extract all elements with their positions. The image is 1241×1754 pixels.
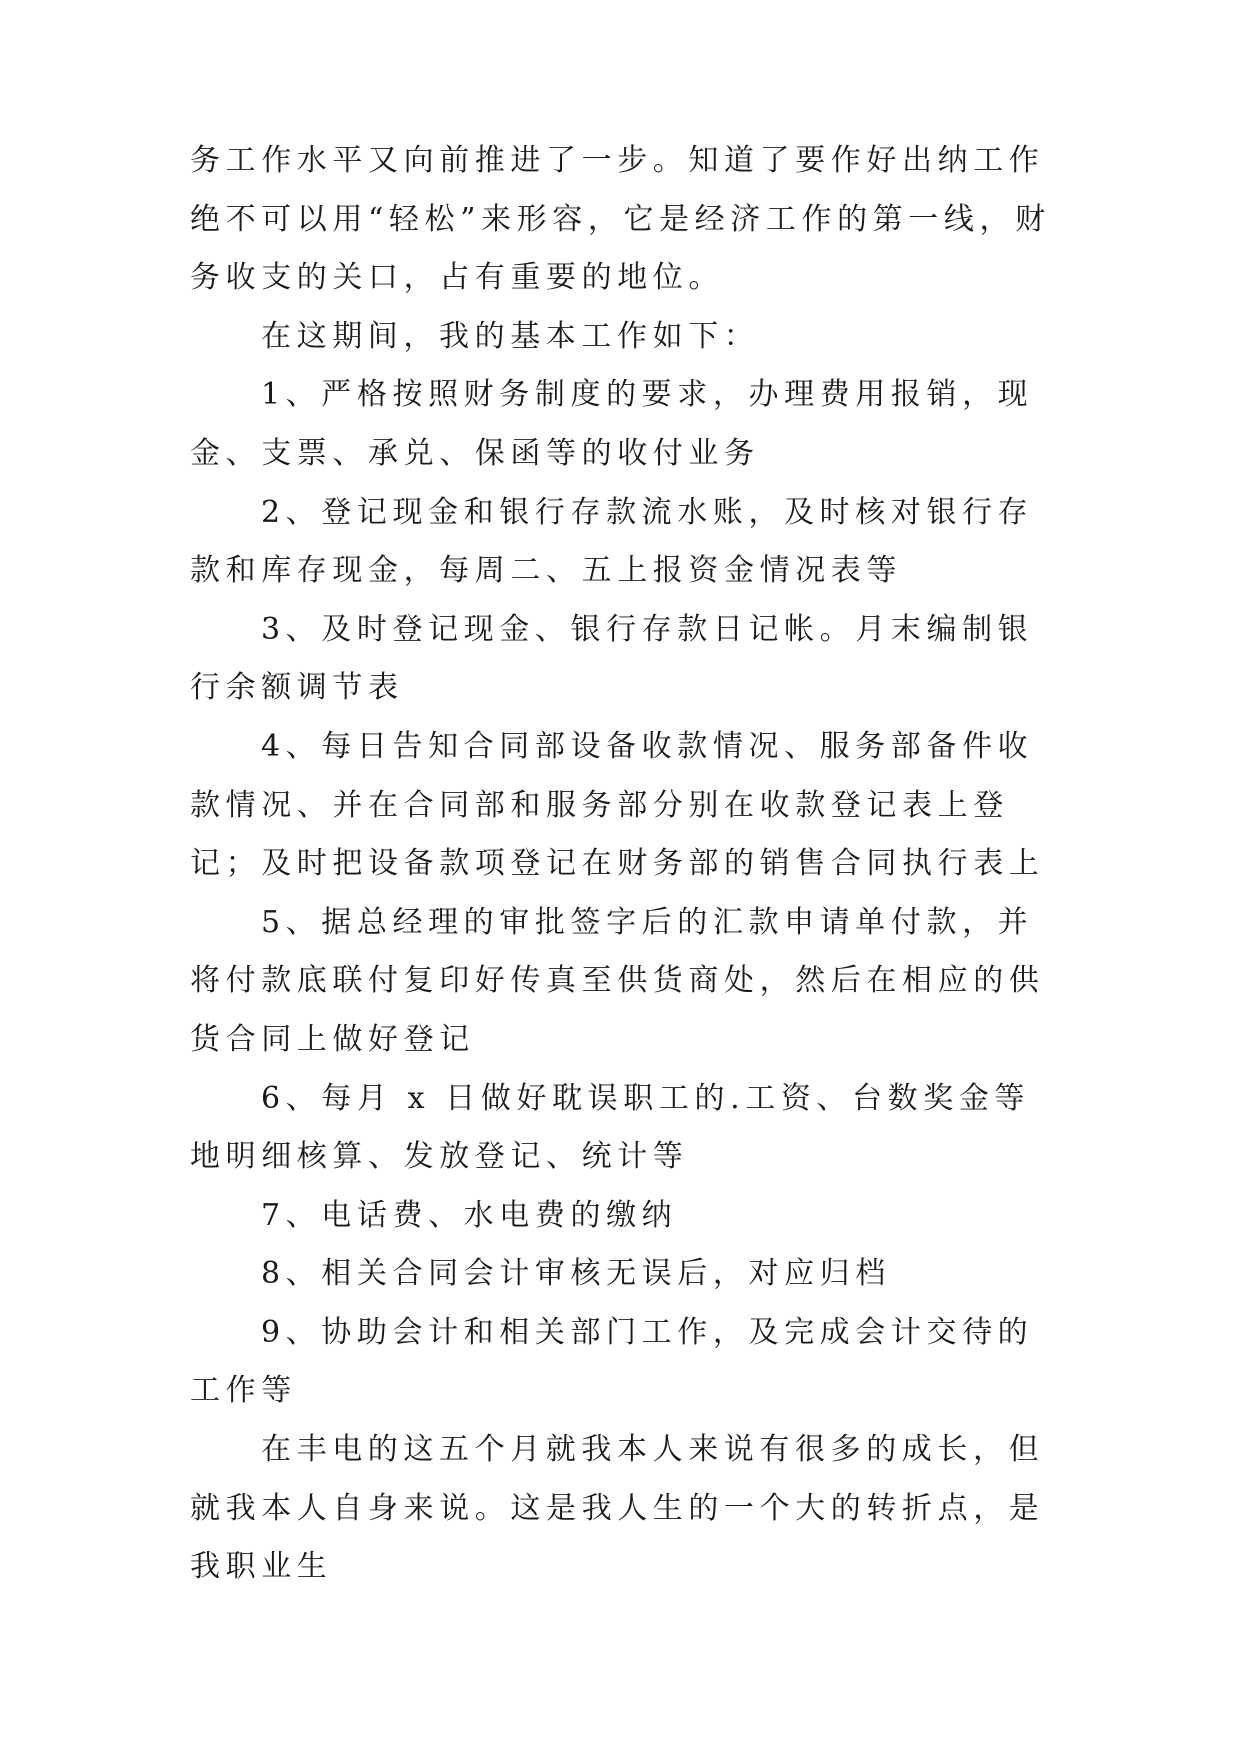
list-item-5: 5、据总经理的审批签字后的汇款申请单付款，并将付款底联付复印好传真至供货商处，然后在相应的供货合同上做好登记 [190, 904, 1045, 1057]
list-item-9: 9、协助会计和相关部门工作，及完成会计交待的工作等 [190, 1314, 1034, 1409]
list-item-3: 3、及时登记现金、银行存款日记帐。月末编制银行余额调节表 [190, 611, 1034, 706]
paragraph-reflection: 在丰电的这五个月就我本人来说有很多的成长，但就我本人自身来说。这是我人生的一个大的转折点，是我职业生 [190, 1432, 1045, 1585]
list-item-8: 8、相关合同会计审核无误后，对应归档 [261, 1256, 891, 1292]
list-item-7: 7、电话费、水电费的缴纳 [261, 1197, 678, 1233]
paragraph-work-heading: 在这期间，我的基本工作如下： [261, 318, 760, 354]
list-item-4: 4、每日告知合同部设备收款情况、服务部备件收款情况、并在合同部和服务部分别在收款登记表上登记；及时把设备款项登记在财务部的销售合同执行表上 [190, 728, 1045, 882]
list-item-6: 6、每月 x 日做好耽误职工的.工资、台数奖金等地明细核算、发放登记、统计等 [190, 1080, 1031, 1175]
list-item-1: 1、严格按照财务制度的要求，办理费用报销，现金、支票、承兑、保函等的收付业务 [190, 377, 1034, 471]
paragraph-intro-continuation: 务工作水平又向前推进了一步。知道了要作好出纳工作绝不可以用“轻松”来形容，它是经济工作的第一线，财务收支的关口，占有重要的地位。 [190, 143, 1051, 296]
list-item-2: 2、登记现金和银行存款流水账，及时核对银行存款和库存现金，每周二、五上报资金情况表等 [190, 494, 1034, 589]
document-body [190, 132, 1052, 1597]
